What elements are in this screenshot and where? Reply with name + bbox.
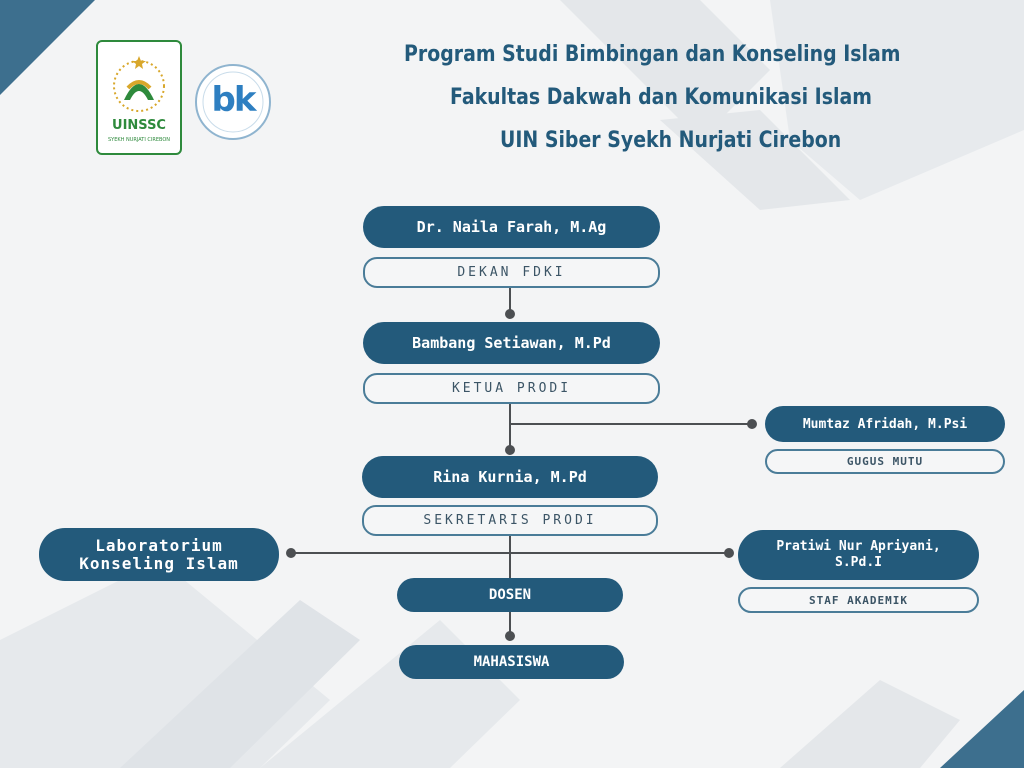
laboratorium-line2: Konseling Islam	[79, 553, 239, 573]
corner-triangle-top-left	[0, 0, 95, 95]
corner-triangle-bottom-right	[940, 690, 1024, 768]
staf-akademik-name-box	[738, 530, 979, 580]
uinssc-logo	[96, 40, 182, 155]
bg-shape	[780, 680, 960, 768]
dekan-role-box: DEKAN FDKI	[363, 257, 660, 288]
header-title-line3: UIN Siber Syekh Nurjati Cirebon	[500, 128, 842, 153]
staf-name-line1: Pratiwi Nur Apriyani,	[776, 539, 941, 554]
staf-name-line2: S.Pd.I	[835, 555, 882, 570]
uinssc-logo-subtext: SYEKH NURJATI CIREBON	[107, 137, 171, 143]
university-crest-icon	[98, 48, 180, 118]
laboratorium-box	[39, 528, 279, 581]
dosen-box: DOSEN	[397, 578, 623, 612]
gugus-mutu-role-box: GUGUS MUTU	[765, 449, 1005, 474]
dekan-name-box: Dr. Naila Farah, M.Ag	[363, 206, 660, 248]
bk-logo-text: bk	[211, 80, 255, 120]
staf-akademik-role-box: STAF AKADEMIK	[738, 587, 979, 613]
gugus-mutu-name-box: Mumtaz Afridah, M.Psi	[765, 406, 1005, 442]
kaprodi-role-box: KETUA PRODI	[363, 373, 660, 404]
uinssc-logo-text: UINSSC	[112, 118, 166, 133]
sekprodi-name-box: Rina Kurnia, M.Pd	[362, 456, 658, 498]
header-title-line1: Program Studi Bimbingan dan Konseling Islam	[404, 42, 901, 67]
header-title-line2: Fakultas Dakwah dan Komunikasi Islam	[450, 85, 872, 110]
kaprodi-name-box: Bambang Setiawan, M.Pd	[363, 322, 660, 364]
laboratorium-line1: Laboratorium	[95, 535, 223, 555]
mahasiswa-box: MAHASISWA	[399, 645, 624, 679]
sekprodi-role-box: SEKRETARIS PRODI	[362, 505, 658, 536]
bk-logo	[195, 64, 271, 140]
